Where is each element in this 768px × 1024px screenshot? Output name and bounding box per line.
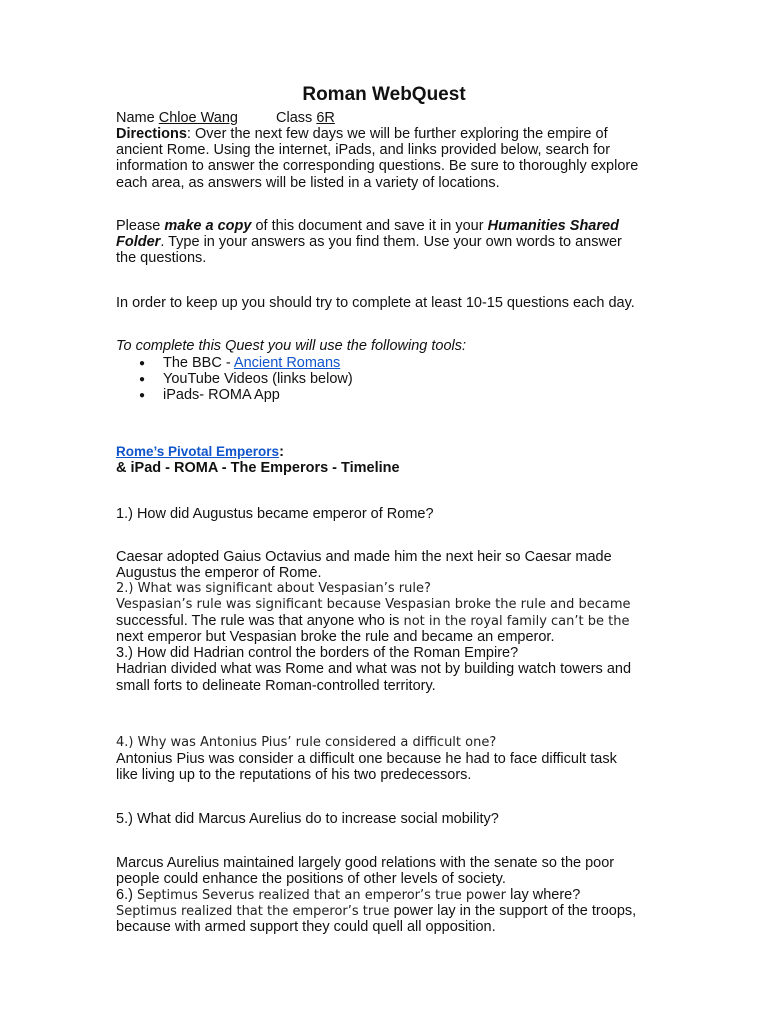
tool-bbc-prefix: The BBC -	[163, 355, 234, 371]
tool-bbc	[163, 355, 340, 372]
copy-text: of this document and save it in your	[251, 218, 488, 234]
name-class-line	[116, 110, 335, 127]
answer-2-line-1: Vespasian’s rule was significant because Vespasian broke the rule and became	[116, 597, 631, 612]
copy-text: Please	[116, 218, 165, 234]
answer-3-line-1: Hadrian divided what was Rome and what was not by building watch towers and	[116, 661, 632, 677]
question-4: 4.) Why was Antonius Pius’ rule considered a difficult one?	[116, 735, 497, 750]
folder-emphasis: Humanities Shared	[487, 218, 619, 234]
bullet-icon: ●	[139, 358, 146, 369]
directions-line-3: information to answer the corresponding questions. Be sure to thoroughly explore	[116, 158, 639, 174]
answer-6-line-1	[116, 903, 636, 921]
copy-line-3: the questions.	[116, 250, 207, 266]
directions-line-1	[116, 126, 608, 143]
page-title: Roman WebQuest	[302, 84, 466, 105]
make-copy-emphasis: make a copy	[164, 218, 252, 234]
answer-4-line-1: Antonius Pius was consider a difficult one because he had to face difficult task	[116, 751, 617, 767]
directions-line-2: ancient Rome. Using the internet, iPads, and links provided below, search for	[116, 142, 611, 158]
question-2: 2.) What was significant about Vespasian’s rule?	[116, 581, 431, 596]
section-subheading: & iPad - ROMA - The Emperors - Timeline	[116, 460, 400, 476]
answer-4-line-2: like living up to the reputations of his two predecessors.	[116, 767, 472, 783]
answer-2-line-3: next emperor but Vespasian broke the rule and became an emperor.	[116, 629, 555, 645]
copy-text: . Type in your answers as you find them. Use your own words to answer	[160, 234, 622, 250]
answer-text: not in the royal family can’t be the	[403, 614, 630, 629]
question-1: 1.) How did Augustus became emperor of Rome?	[116, 506, 434, 522]
question-5: 5.) What did Marcus Aurelius do to increase social mobility?	[116, 811, 499, 827]
copy-line-2	[116, 234, 622, 251]
question-text: Septimus Severus realized that an emperor’s true power	[136, 888, 511, 903]
answer-2-line-2	[116, 613, 629, 631]
bullet-icon: ●	[139, 374, 146, 385]
answer-text: power lay in the support of the troops,	[393, 903, 637, 919]
romes-pivotal-emperors-link[interactable]: Rome’s Pivotal Emperors	[116, 444, 280, 459]
copy-line-1	[116, 218, 619, 235]
directions-line-4: each area, as answers will be listed in a variety of locations.	[116, 175, 500, 191]
name-value: Chloe Wang	[158, 110, 238, 126]
folder-emphasis: Folder	[116, 234, 161, 250]
class-label: Class	[276, 110, 313, 126]
bullet-icon: ●	[139, 390, 146, 401]
answer-5-line-2: people could enhance the positions of other levels of society.	[116, 871, 506, 887]
bbc-ancient-romans-link[interactable]: Ancient Romans	[233, 355, 341, 371]
class-value: 6R	[316, 110, 335, 126]
tools-intro: To complete this Quest you will use the following tools:	[116, 338, 467, 354]
keep-up-text: In order to keep up you should try to complete at least 10-15 questions each day.	[116, 295, 635, 311]
directions-label: Directions	[116, 126, 187, 142]
answer-1-line-2: Augustus the emperor of Rome.	[116, 565, 322, 581]
directions-text: : Over the next few days we will be further exploring the empire of	[186, 126, 608, 142]
answer-text: Septimus realized that the emperor’s true	[116, 904, 394, 919]
question-text: lay where?	[510, 887, 581, 903]
tool-youtube: YouTube Videos (links below)	[163, 371, 353, 387]
answer-text: successful. The rule was that anyone who is	[116, 613, 404, 629]
answer-6-line-2: because with armed support they could quell all opposition.	[116, 919, 496, 935]
section-heading	[116, 444, 284, 461]
name-label: Name	[116, 110, 155, 126]
tool-ipads: iPads- ROMA App	[163, 387, 280, 403]
question-number: 6.)	[116, 887, 137, 903]
answer-1-line-1: Caesar adopted Gaius Octavius and made him the next heir so Caesar made	[116, 549, 612, 565]
section-colon: :	[279, 444, 284, 460]
answer-5-line-1: Marcus Aurelius maintained largely good relations with the senate so the poor	[116, 855, 615, 871]
question-3: 3.) How did Hadrian control the borders of the Roman Empire?	[116, 645, 519, 661]
answer-3-line-2: small forts to delineate Roman-controlled territory.	[116, 678, 436, 694]
question-6	[116, 887, 580, 905]
